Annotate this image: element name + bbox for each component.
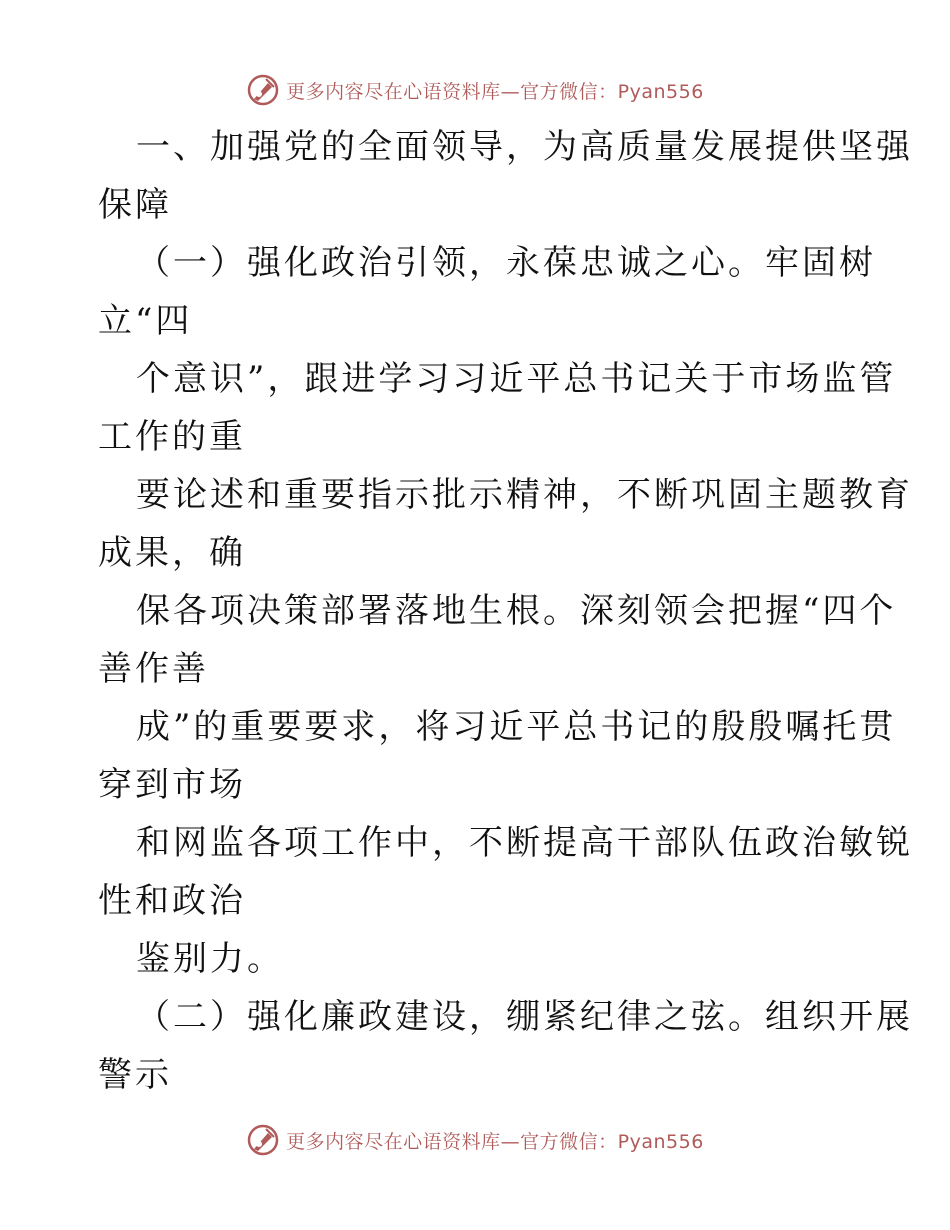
text-line: 成果，确 — [98, 533, 246, 573]
text-line: 鉴别力。 — [136, 939, 284, 979]
text-line: 立“四 — [98, 301, 193, 341]
text-line: 性和政治 — [98, 881, 246, 921]
text-line: （二）强化廉政建设，绷紧纪律之弦。组织开展 — [136, 997, 913, 1037]
text-line: 要论述和重要指示批示精神，不断巩固主题教育 — [136, 475, 913, 515]
text-line: 一、加强党的全面领导，为高质量发展提供坚强 — [136, 127, 913, 167]
pen-nib-logo-icon — [246, 1123, 280, 1157]
text-line: 工作的重 — [98, 417, 246, 457]
text-line: 个意识”，跟进学习习近平总书记关于市场监管 — [136, 359, 897, 399]
text-line: 和网监各项工作中，不断提高干部队伍政治敏锐 — [136, 823, 913, 863]
text-line: 保各项决策部署落地生根。深刻领会把握“四个 — [136, 591, 897, 631]
header-watermark — [0, 70, 950, 110]
text-line: 保障 — [98, 185, 172, 225]
pen-nib-logo-icon — [246, 73, 280, 107]
text-line: 成”的重要要求，将习近平总书记的殷殷嘱托贯 — [136, 707, 897, 747]
text-line: 警示 — [98, 1055, 172, 1095]
document-body — [98, 118, 913, 1104]
text-line: 穿到市场 — [98, 765, 246, 805]
footer-watermark — [0, 1120, 950, 1160]
text-line: （一）强化政治引领，永葆忠诚之心。牢固树 — [136, 243, 876, 283]
text-line: 善作善 — [98, 649, 209, 689]
watermark-text: 更多内容尽在心语资料库—官方微信：Pyan556 — [286, 1130, 704, 1153]
watermark-text: 更多内容尽在心语资料库—官方微信：Pyan556 — [286, 80, 704, 103]
